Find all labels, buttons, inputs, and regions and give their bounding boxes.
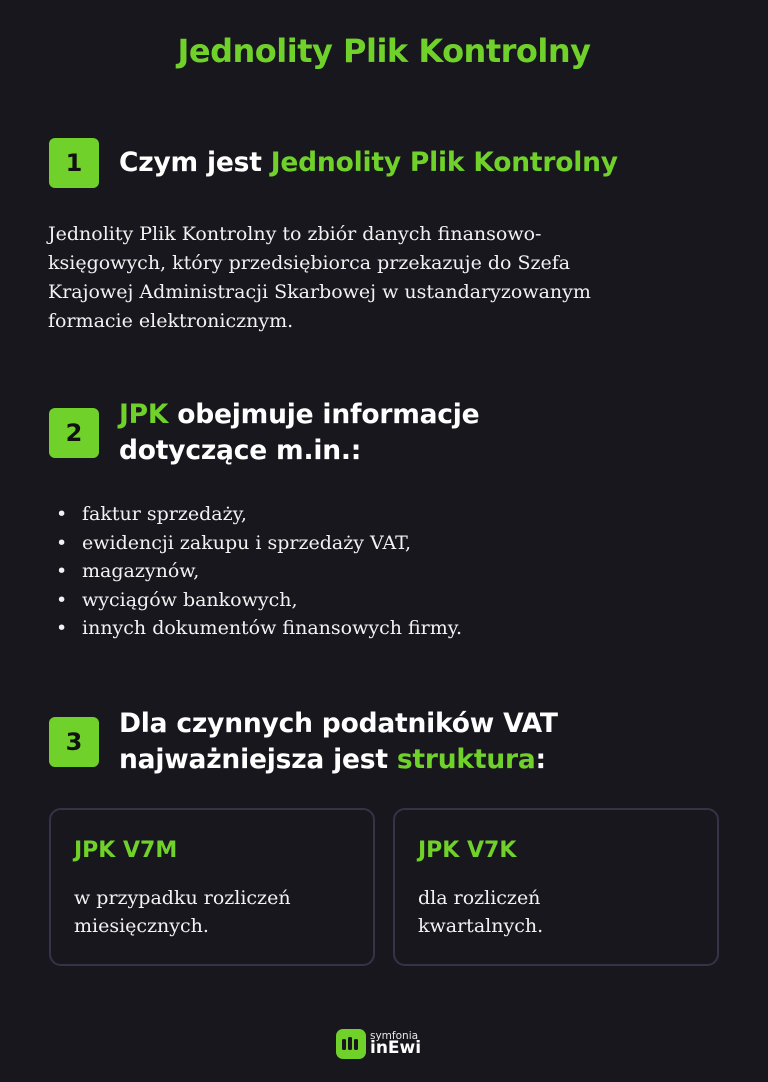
symfonia-inewi-logo xyxy=(336,1029,421,1059)
list-item-text: ewidencji zakupu i sprzedaży VAT, xyxy=(82,531,412,554)
info-list xyxy=(56,500,462,643)
section-heading-2 xyxy=(119,397,479,469)
section-heading-1 xyxy=(119,145,618,181)
section-heading-1-prefix: Czym jest xyxy=(119,147,271,178)
card-text-line: miesięcznych. xyxy=(74,915,209,937)
section-1-description xyxy=(48,220,708,336)
list-item xyxy=(56,557,462,586)
symfonia-logo-icon xyxy=(336,1029,366,1059)
logo-small-text: symfonia xyxy=(370,1029,419,1042)
list-item-text: wyciągów bankowych, xyxy=(82,588,298,611)
list-item-text: magazynów, xyxy=(82,560,200,582)
card-jpk-v7m xyxy=(49,808,375,966)
section-number-badge-1: 1 xyxy=(49,138,99,188)
section-heading-3-line1: Dla czynnych podatników VAT xyxy=(119,708,558,739)
card-jpk-v7k xyxy=(393,808,719,966)
bullet-icon: • xyxy=(56,503,68,525)
section-heading-3-suffix: : xyxy=(535,744,546,775)
section-heading-2-line1 xyxy=(119,397,479,433)
section-heading-1-accent: Jednolity Plik Kontrolny xyxy=(270,147,618,178)
bullet-icon: • xyxy=(56,531,68,554)
list-item xyxy=(56,500,462,529)
section-heading-2-rest: obejmuje informacje xyxy=(168,399,480,430)
section-heading-2-line2: dotyczące m.in.: xyxy=(119,435,362,466)
card-text-line: kwartalnych. xyxy=(418,915,544,937)
bullet-icon: • xyxy=(56,617,68,639)
logo-wordmark xyxy=(370,1031,421,1058)
list-item xyxy=(56,529,462,558)
bullet-icon: • xyxy=(56,560,68,582)
list-item-text: faktur sprzedaży, xyxy=(82,503,247,525)
list-item xyxy=(56,586,462,615)
card-title: JPK V7M xyxy=(74,838,178,863)
section-heading-3-accent: struktura xyxy=(396,744,536,775)
card-title: JPK V7K xyxy=(418,838,517,863)
section-heading-3-prefix: najważniejsza jest xyxy=(119,744,397,775)
page-title: Jednolity Plik Kontrolny xyxy=(177,32,591,70)
card-text-line: dla rozliczeń xyxy=(418,887,541,909)
section-heading-2-accent: JPK xyxy=(119,399,169,430)
section-heading-3-line2 xyxy=(119,742,558,778)
description-line: Jednolity Plik Kontrolny to zbiór danych finansowo- xyxy=(48,223,542,245)
description-line: formacie elektronicznym. xyxy=(48,310,294,332)
card-text-line: w przypadku rozliczeń xyxy=(74,887,291,909)
list-item-text: innych dokumentów finansowych firmy. xyxy=(82,617,463,639)
card-text xyxy=(74,884,354,940)
section-number-badge-2: 2 xyxy=(49,408,99,458)
description-line: Krajowej Administracji Skarbowej w ustandaryzowanym xyxy=(48,281,591,303)
bullet-icon: • xyxy=(56,588,68,611)
description-line: księgowych, który przedsiębiorca przekazuje do Szefa xyxy=(48,252,571,274)
section-heading-3 xyxy=(119,706,558,778)
card-text xyxy=(418,884,698,940)
section-number-badge-3: 3 xyxy=(49,717,99,767)
logo-big-text: inEwi xyxy=(370,1038,422,1059)
list-item xyxy=(56,614,462,643)
